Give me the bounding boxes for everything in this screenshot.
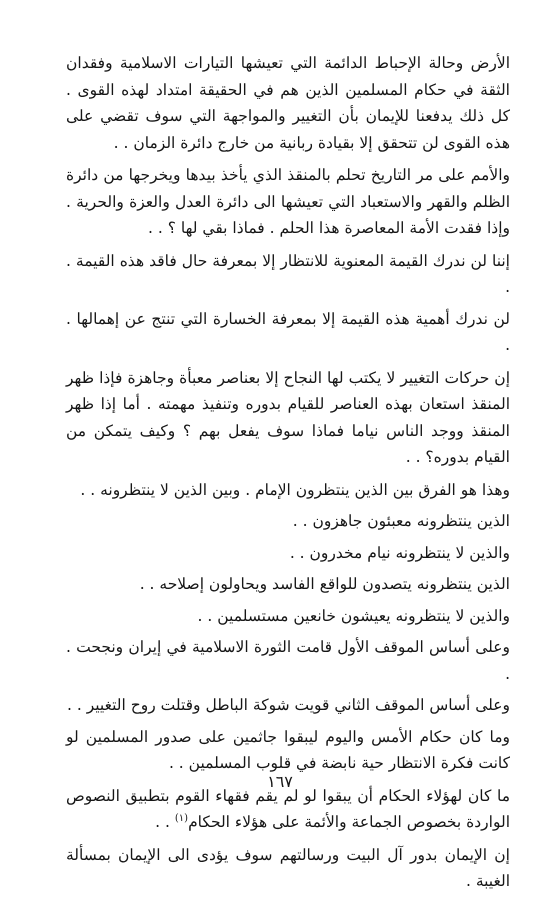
page-number: ١٦٧ <box>267 772 293 791</box>
paragraph-1: الأرض وحالة الإحباط الدائمة التي تعيشها التيارات الاسلامية وفقدان الثقة في حكام المسلمين الذين هم في الحقيقة امتداد لهذه القوى . كل ذلك يدفعنا للإيمان بأن التغيير والمواجهة التي سوف تقضي على هذه القوى لن تتحقق إلا بقيادة ربانية من خارج دائرة الزمان . . <box>66 54 510 152</box>
paragraph-15: إن الإيمان بدور آل البيت ورسالتهم سوف يؤدى الى الإيمان بمسألة الغيبة . <box>66 845 510 890</box>
paragraph-6: وهذا هو الفرق بين الذين ينتظرون الإمام . وبين الذين لا ينتظرونه . . <box>80 480 510 499</box>
paragraph-2: والأمم على مر التاريخ تحلم بالمنقذ الذي يأخذ بيدها ويخرجها من دائرة الظلم والقهر والاستعباد التي تعيشها الى دائرة العدل والعزة والحرية . وإذا فقدت الأمة المعاصرة هذا الحلم . فماذا بقي لها ؟ . . <box>66 166 510 237</box>
paragraph-5: إن حركات التغيير لا يكتب لها النجاح إلا بعناصر معبأة وجاهزة فإذا ظهر المنقذ استعان بهذه العناصر للقيام بدوره وتنفيذ مهمته . أما إذا ظهر المنقذ ووجد الناس نياما فماذا سوف يفعل بهم ؟ وكيف يتمكن من القيام بدوره؟ . . <box>66 368 510 466</box>
paragraph-13: وما كان حكام الأمس واليوم ليبقوا جاثمين على صدور المسلمين لو كانت فكرة الانتظار حية نابضة في قلوب المسلمين . . <box>66 727 510 772</box>
paragraph-3: إننا لن ندرك القيمة المعنوية للانتظار إلا بمعرفة حال فاقد هذه القيمة . . <box>66 251 510 296</box>
footnote-marker: (١) <box>174 812 189 824</box>
paragraph-8: والذين لا ينتظرونه نيام مخدرون . . <box>289 543 510 562</box>
paragraph-14-tail: . . <box>155 813 175 831</box>
paragraph-10: والذين لا ينتظرونه يعيشون خانعين مستسلمين . . <box>197 606 510 625</box>
paragraph-11: وعلى أساس الموقف الأول قامت الثورة الاسلامية في إيران ونجحت . . <box>66 638 510 683</box>
paragraph-9: الذين ينتظرونه يتصدون للواقع الفاسد ويحاولون إصلاحه . . <box>139 575 510 593</box>
paragraph-4: لن ندرك أهمية هذه القيمة إلا بمعرفة الخسارة التي تنتج عن إهمالها . . <box>66 309 510 354</box>
paragraph-12: وعلى أساس الموقف الثاني قويت شوكة الباطل وقتلت روح التغيير . . <box>66 696 510 714</box>
paragraph-14-text: ما كان لهؤلاء الحكام أن يبقوا لو لم يقم فقهاء القوم بتطبيق النصوص الواردة بخصوص الجماعة والأئمة على هؤلاء الحكام <box>66 786 510 831</box>
paragraph-7: الذين ينتظرونه معبئون جاهزون . . <box>292 512 510 530</box>
